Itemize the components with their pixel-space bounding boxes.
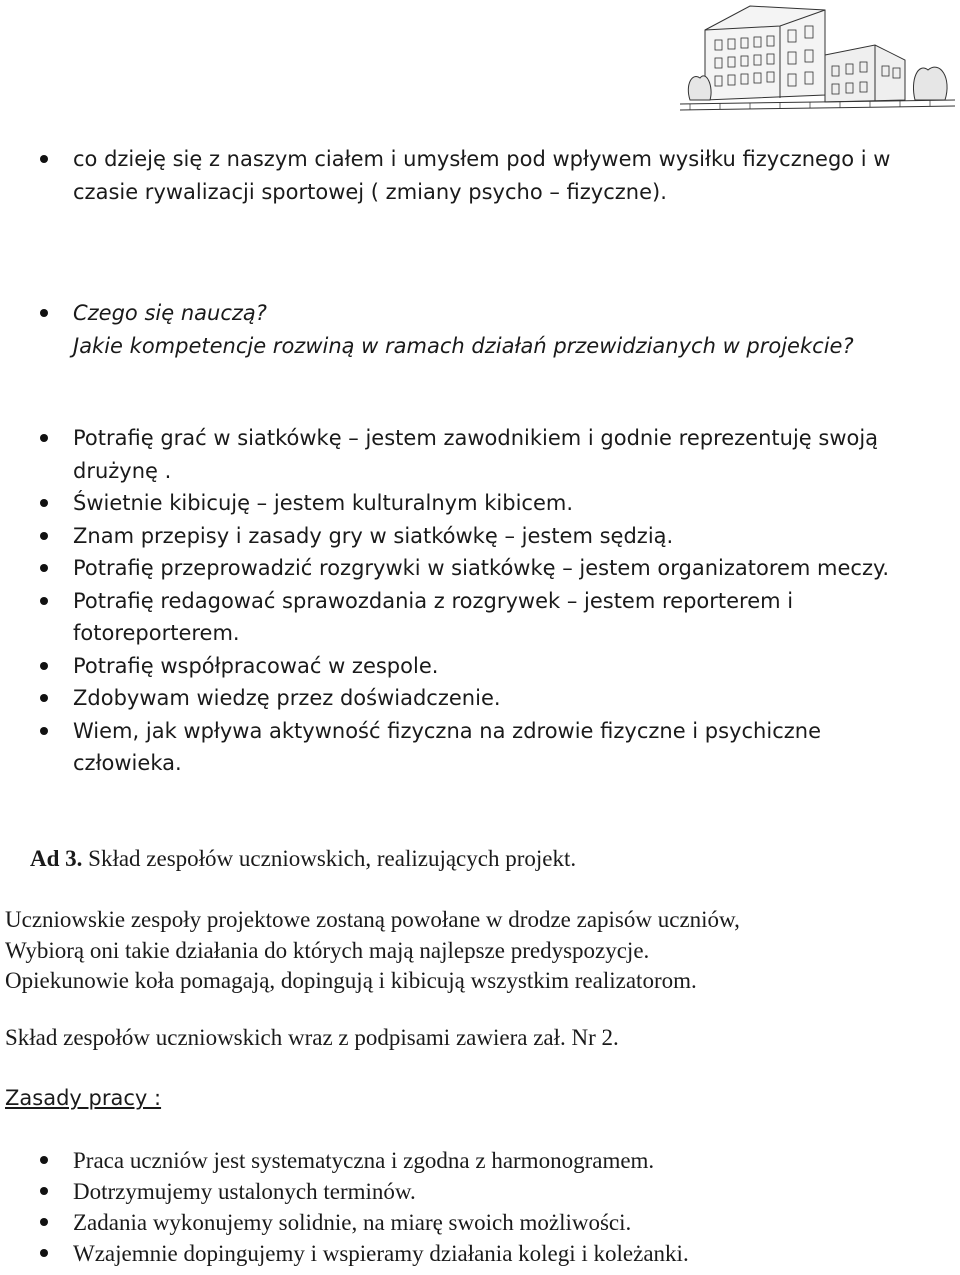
section-number: Ad 3. — [30, 846, 83, 871]
paragraph-line: Uczniowskie zespoły projektowe zostaną powołane w drodze zapisów uczniów, — [5, 907, 740, 932]
list-item-text: Potrafię współpracować w zespole. — [73, 653, 439, 678]
paragraph-line: Wybiorą oni takie działania do których mają najlepsze predyspozycje. — [5, 937, 650, 963]
list-item-text: co dzieję się z naszym ciałem i umysłem pod wpływem wysiłku fizycznego i w czasie rywalizacji sportowej ( zmiany psycho – fizyczne). — [73, 147, 891, 204]
list-item — [40, 297, 920, 362]
bullet-list-learning-questions — [40, 297, 920, 362]
list-item — [40, 1207, 920, 1238]
school-building-icon — [660, 0, 960, 122]
list-item-text: Zdobywam wiedzę przez doświadczenie. — [73, 686, 501, 710]
list-item — [40, 487, 920, 520]
section-title: Skład zespołów uczniowskich, realizujących projekt. — [88, 846, 577, 871]
list-item-text: Potrafię grać w siatkówkę – jestem zawodnikiem i godnie reprezentuję swoją drużynę . — [73, 426, 879, 483]
list-item-text: Znam przepisy i zasady gry w siatkówkę – jestem sędzią. — [73, 523, 674, 548]
list-item-text: Wiem, jak wpływa aktywność fizyczna na zdrowie fizyczne i psychiczne człowieka. — [73, 718, 821, 775]
attachment-note: Skład zespołów uczniowskich wraz z podpisami zawiera zał. Nr 2. — [5, 1025, 619, 1050]
list-item-text: Praca uczniów jest systematyczna i zgodna z harmonogramem. — [73, 1148, 655, 1173]
list-item-question-1: Czego się nauczą? — [73, 301, 267, 325]
list-item — [40, 143, 920, 208]
section-heading — [30, 843, 576, 874]
list-item-text: Dotrzymujemy ustalonych terminów. — [73, 1179, 416, 1204]
list-item — [40, 682, 920, 715]
intro-paragraph — [5, 905, 945, 997]
rules-title: Zasady pracy : — [5, 1086, 162, 1110]
list-item — [40, 552, 920, 585]
list-item-text: Zadania wykonujemy solidnie, na miarę swoich możliwości. — [73, 1210, 632, 1235]
bullet-list-competences — [40, 422, 920, 780]
list-item — [40, 1145, 920, 1176]
list-item-question-2: Jakie kompetencje rozwiną w ramach działań przewidzianych w projekcie? — [73, 333, 854, 358]
list-item-text: Potrafię przeprowadzić rozgrywki w siatkówkę – jestem organizatorem meczy. — [73, 556, 890, 580]
list-item — [40, 520, 920, 553]
bullet-list-work-rules — [40, 1145, 920, 1269]
list-item-text: Wzajemnie dopingujemy i wspieramy działania kolegi i koleżanki. — [73, 1241, 689, 1266]
bullet-list-physical-changes — [40, 143, 920, 208]
list-item — [40, 1238, 920, 1269]
list-item — [40, 650, 920, 683]
paragraph-line: Opiekunowie koła pomagają, dopingują i kibicują wszystkim realizatorom. — [5, 968, 697, 993]
list-item-text: Świetnie kibicuję – jestem kulturalnym kibicem. — [73, 491, 574, 515]
list-item — [40, 422, 920, 487]
list-item — [40, 1176, 920, 1207]
list-item-text: Potrafię redagować sprawozdania z rozgrywek – jestem reporterem i fotoreporterem. — [73, 588, 794, 645]
list-item — [40, 585, 920, 650]
list-item — [40, 715, 920, 780]
